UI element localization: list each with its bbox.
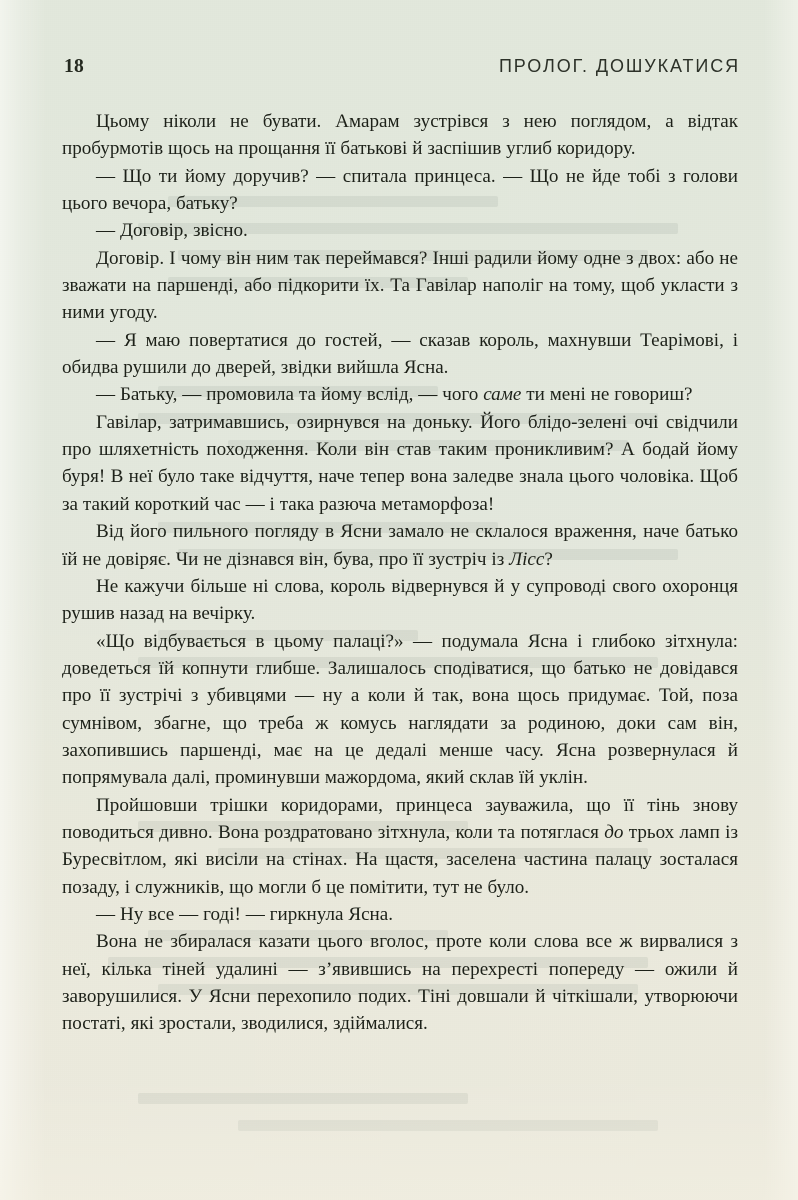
body-text-block [62,108,738,1038]
right-edge-shadow [764,0,798,1200]
bleed-through-line [238,1120,658,1131]
paragraph: Від його пильного погляду в Ясни замало не склалося враження, наче батько їй не довіряє. Чи не дізнався він, бува, про її зустріч із Лісс? [62,521,738,570]
emphasised-word: саме [483,384,522,406]
page-number: 18 [64,56,85,77]
paragraph: Пройшовши трішки коридорами, принцеса зауважила, що її тінь знову поводиться дивно. Вона роздратовано зітхнула, коли та потяглася до трьох ламп із Буресвітлом, які висіли на стінах. На щастя, заселена частина палацу зосталася позаду, і служників, що могли б це помітити, тут не було. [62,794,738,898]
paragraph: Вона не збиралася казати цього вголос, проте коли слова все ж вирвалися з неї, кілька тіней удалині — з’явившись на перехресті попереду — ожили й заворушилися. У Ясни перехопило подих. Тіні довшали й чіткішали, утворюючи постаті, які зростали, зводилися, здіймалися. [62,931,738,1035]
bottom-edge-shadow [0,1080,798,1200]
paragraph: «Що відбувається в цьому палаці?» — подумала Ясна і глибоко зітхнула: доведеться їй копнути глибше. Залишалось сподіватися, що батько не довідався про її зустрічі з убивцями — ну а коли й так, вона щось придумає. Той, поза сумнівом, збагне, що треба ж комусь наглядати за родиною, доки сам він, захопившись паршенді, має на це дедалі менше часу. Ясна розвернулася й попрямувала далі, проминувши мажордома, який склав їй уклін. [62,630,738,789]
paragraph: Не кажучи більше ні слова, король відвернувся й у супроводі свого охоронця рушив назад на вечірку. [62,575,738,625]
paragraph: — Я маю повертатися до гостей, — сказав король, махнувши Теарімові, і обидва рушили до дверей, звідки вийшла Ясна. [62,329,738,379]
bleed-through-line [138,1093,468,1104]
paragraph: Договір. І чому він ним так переймався? Інші радили йому одне з двох: або не зважати на паршенді, або підкорити їх. Та Гавілар наполіг на тому, щоб укласти з ними угоду. [62,247,738,324]
emphasised-word: до [604,821,624,843]
paragraph: — Ну все — годі! — гиркнула Ясна. [96,903,394,925]
gutter-shadow [0,0,46,1200]
paragraph: Цьому ніколи не бувати. Амарам зустрівся з нею поглядом, а відтак пробурмотів щось на прощання її батькові й заспішив углиб коридору. [62,111,738,160]
running-head [64,56,740,86]
paragraph: — Що ти йому доручив? — спитала принцеса. — Що не йде тобі з голови цього вечора, батьку? [62,165,738,215]
paragraph: Гавілар, затримавшись, озирнувся на доньку. Його блідо-зелені очі свідчили про шляхетність походження. Коли він став таким проникливим? А бодай йому буря! В неї було таке відчуття, наче тепер вона заледве знала цього чоловіка. Щоб за такий короткий час — і така разюча метаморфоза! [62,411,738,515]
paragraph: — Батьку, — промовила та йому вслід, — чого саме ти мені не говориш? [96,384,693,406]
emphasised-word: Лісс [509,548,545,570]
paragraph: — Договір, звісно. [96,220,248,242]
chapter-title: ПРОЛОГ. ДОШУКАТИСЯ [498,56,740,76]
